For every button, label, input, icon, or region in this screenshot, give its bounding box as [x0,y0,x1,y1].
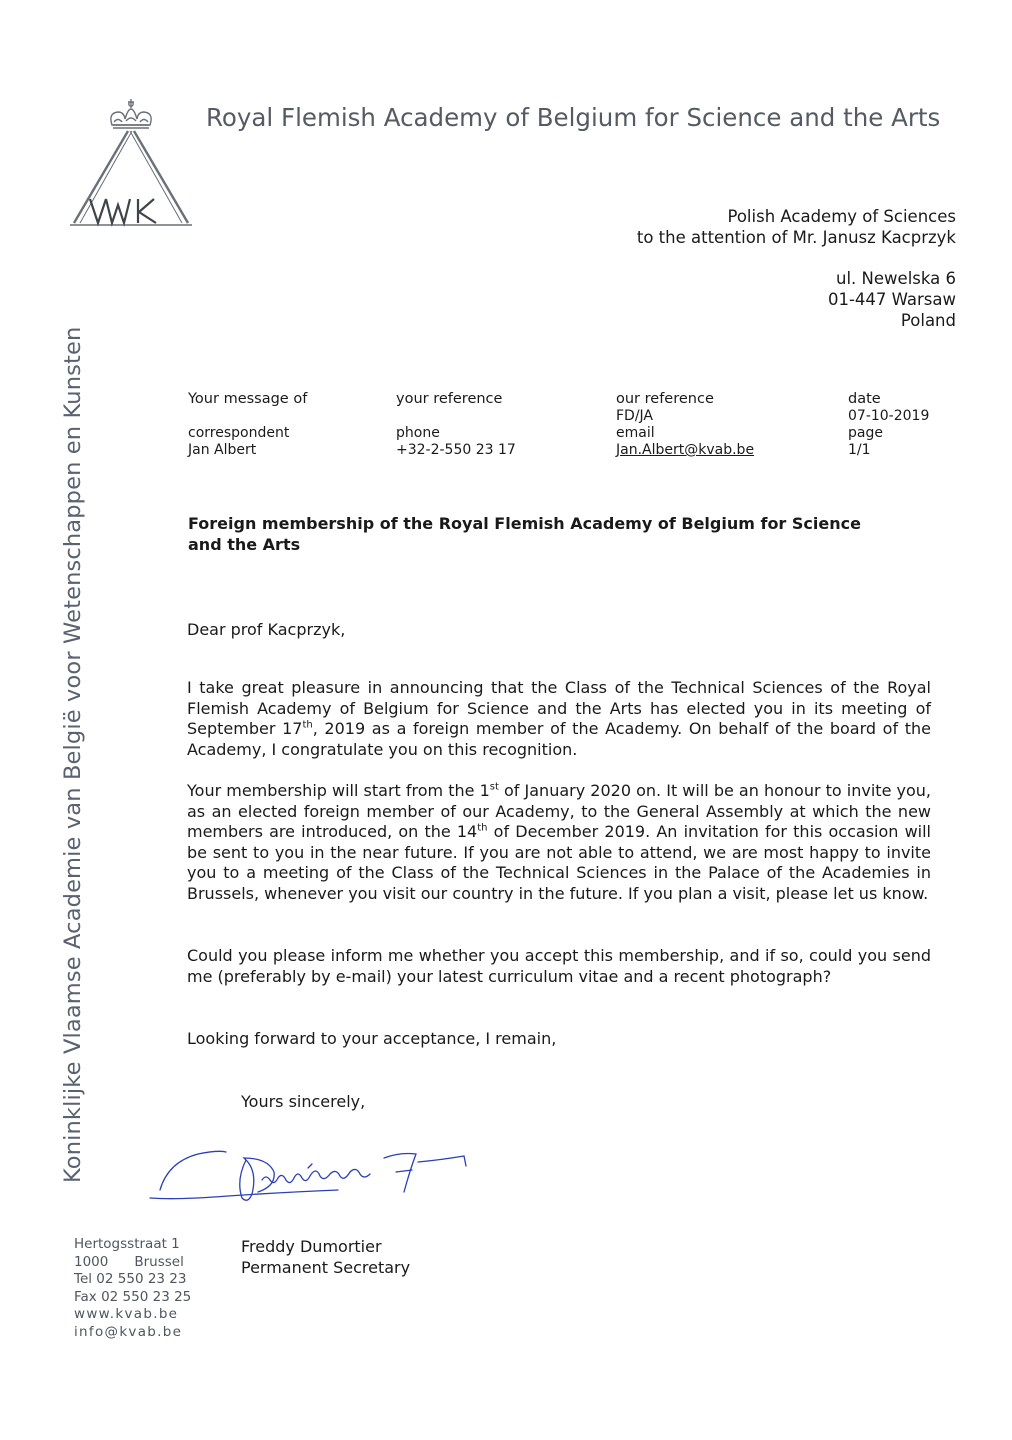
email-label: email [616,425,655,441]
footer-postal: 1000 Brussel [74,1253,184,1270]
footer-tel: Tel 02 550 23 23 [74,1271,187,1287]
paragraph-membership-start: Your membership will start from the 1st of January 2020 on. It will be an honour to invite you, as an elected foreign member of our Academy, to the General Assembly at which the new members are introduced, on the 14th of December 2019. An invitation for this occasion will be sent to you in the near future. If you are not able to attend, we are most happy to invite you to a meeting of the Class of the Technical Sciences in the Palace of the Academies in Brussels, whenever you visit our country in the future. If you plan a visit, please let us know. [187,781,932,903]
handwritten-signature [148,1140,478,1215]
paragraph-request: Could you please inform me whether you accept this membership, and if so, could you send me (preferably by e-mail) your latest curriculum vitae and a recent photograph? [187,946,931,986]
vertical-academy-name: Koninklijke Vlaamse Academie van België voor Wetenschappen en Kunsten [60,326,86,1183]
footer-website[interactable]: www.kvab.be [74,1306,179,1322]
footer-fax: Fax 02 550 23 25 [74,1288,192,1305]
phone-value: +32-2-550 23 17 [396,442,516,458]
ref-column-reference [396,391,516,459]
our-reference-label: our reference [616,391,714,407]
paragraph-closing-remark: Looking forward to your acceptance, I remain, [187,1029,557,1048]
signer-name: Freddy Dumortier [241,1237,382,1256]
page-label: page [848,425,883,441]
ref-column-message [188,391,307,459]
address-street: ul. Newelska 6 [836,269,956,288]
kvab-logo [68,95,194,230]
salutation: Dear prof Kacprzyk, [187,620,346,639]
footer-email[interactable]: info@kvab.be [74,1323,183,1340]
your-message-label: Your message of [188,391,308,407]
signer-title: Permanent Secretary [241,1258,411,1277]
address-country: Poland [900,311,956,330]
closing-phrase: Yours sincerely, [241,1092,366,1111]
academy-title: Royal Flemish Academy of Belgium for Science and the Arts [206,103,941,132]
recipient-org: Polish Academy of Sciences [727,207,956,226]
date-value: 07-10-2019 [848,408,930,424]
signer-block [241,1236,410,1278]
correspondent-label: correspondent [188,425,290,441]
letter-subject: Foreign membership of the Royal Flemish Academy of Belgium for Science and the Arts [188,514,861,554]
email-link[interactable]: Jan.Albert@kvab.be [616,442,755,458]
recipient-block [637,206,956,248]
address-city: 01-447 Warsaw [827,290,956,309]
recipient-attention: to the attention of Mr. Janusz Kacprzyk [636,228,956,247]
correspondent-value: Jan Albert [188,442,257,458]
date-label: date [848,391,881,407]
footer-address [74,1236,191,1341]
paragraph-election: I take great pleasure in announcing that the Class of the Technical Sciences of the Royal Flemish Academy of Belgium for Science and the Arts has elected you in its meeting of September 17th, 2019 as a foreign member of the Academy. On behalf of the board of the Academy, I congratulate you on this recognition. [187,678,931,759]
ref-column-date [848,391,929,459]
our-reference-value: FD/JA [616,408,654,424]
ref-column-our-reference [616,391,754,459]
phone-label: phone [396,425,440,441]
page-value: 1/1 [848,442,871,458]
footer-street: Hertogsstraat 1 [74,1236,180,1252]
recipient-address [828,268,956,331]
your-reference-label: your reference [396,391,503,407]
